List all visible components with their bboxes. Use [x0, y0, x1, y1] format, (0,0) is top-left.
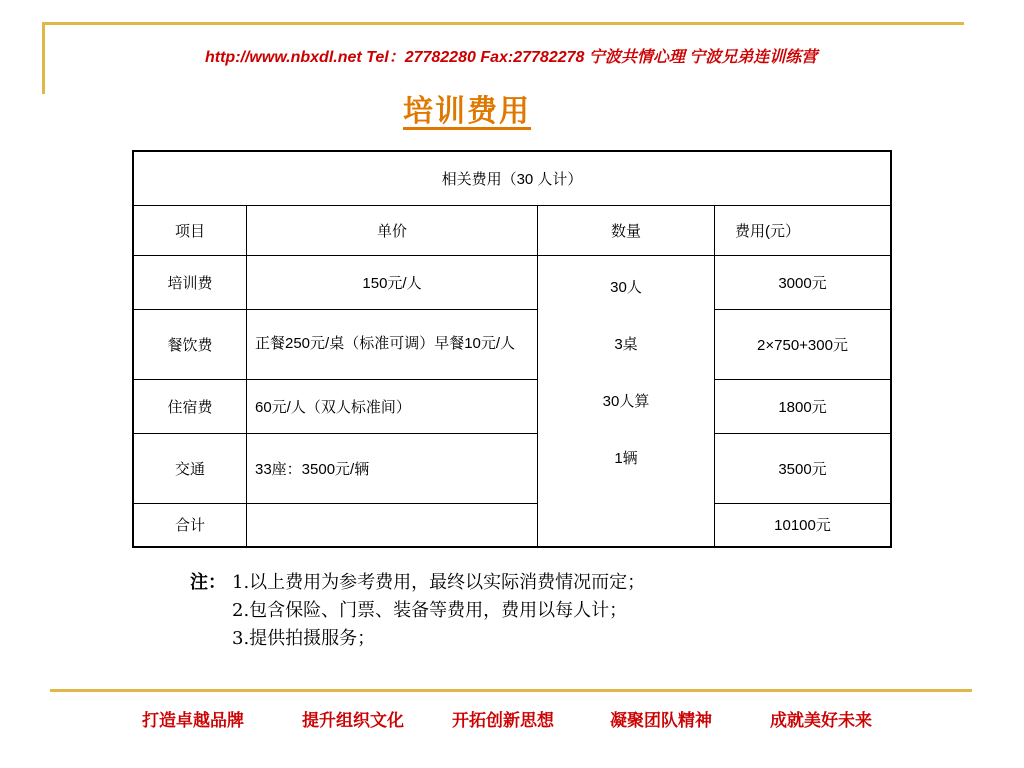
page-title: 培训费用: [403, 94, 531, 129]
footer-slogan: 提升组织文化: [302, 711, 404, 731]
frame-left-rule: [42, 22, 45, 94]
row-item: 住宿费: [133, 379, 247, 433]
row-cost: 10100元: [715, 503, 892, 547]
quantity-line: 1辆: [614, 449, 638, 467]
row-cost: 1800元: [715, 379, 892, 433]
header-contact-line: http://www.nbxdl.net Tel：27782280 Fax:27782278 宁波共情心理 宁波兄弟连训练营: [205, 49, 818, 66]
row-cost: 3000元: [715, 255, 892, 309]
row-price: [247, 503, 538, 547]
quantity-line: 30人算: [602, 392, 650, 410]
note-item: 3.提供拍摄服务；: [232, 628, 376, 649]
note-item: 2.包含保险、门票、装备等费用，费用以每人计；: [232, 600, 628, 621]
note-item: 1.以上费用为参考费用，最终以实际消费情况而定；: [232, 572, 646, 593]
footer-slogan: 开拓创新思想: [452, 711, 554, 731]
table-header-row: [133, 205, 891, 255]
col-header-cost: 费用(元）: [715, 205, 892, 255]
row-price: 150元/人: [247, 255, 538, 309]
row-item: 交通: [133, 433, 247, 503]
table-total-row: [133, 503, 891, 547]
col-header-quantity: 数量: [538, 205, 715, 255]
row-price: 60元/人（双人标准间）: [247, 379, 538, 433]
row-price: 正餐250元/桌（标准可调）早餐10元/人: [247, 309, 538, 379]
fee-table: [132, 150, 892, 548]
frame-top-rule: [42, 22, 964, 25]
notes-block: [190, 569, 645, 653]
footer-slogan: 成就美好未来: [770, 711, 872, 731]
row-item: 合计: [133, 503, 247, 547]
col-header-price: 单价: [247, 205, 538, 255]
row-item: 培训费: [133, 255, 247, 309]
quantity-line: 3桌: [614, 335, 638, 353]
table-row: [133, 433, 891, 503]
table-row: [133, 309, 891, 379]
table-row: [133, 255, 891, 309]
quantity-line: 30人: [610, 278, 642, 296]
footer-rule: [50, 689, 972, 692]
table-row: [133, 379, 891, 433]
row-cost: 2×750+300元: [715, 309, 892, 379]
notes-label: 注：: [190, 572, 226, 593]
row-price: 33座：3500元/辆: [247, 433, 538, 503]
row-cost: 3500元: [715, 433, 892, 503]
row-item: 餐饮费: [133, 309, 247, 379]
quantity-cell: [538, 255, 715, 547]
footer-slogans: [142, 706, 902, 731]
footer-slogan: 凝聚团队精神: [610, 711, 712, 731]
footer-slogan: 打造卓越品牌: [142, 711, 244, 731]
col-header-item: 项目: [133, 205, 247, 255]
table-caption: 相关费用（30 人计）: [133, 151, 891, 205]
